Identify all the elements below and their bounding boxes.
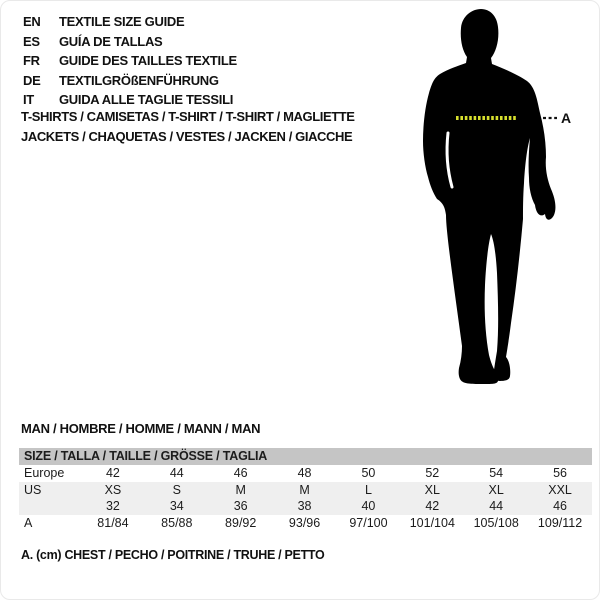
size-cell: 101/104 [409,515,455,530]
size-cell: 42 [425,499,440,513]
size-cell: 89/92 [225,515,257,530]
size-cell: 42 [105,466,120,480]
size-row-europe [19,465,592,482]
man-silhouette-svg [396,1,600,401]
size-table-header: SIZE / TALLA / TAILLE / GRÖSSE / TAGLIA [19,448,592,465]
size-cell: XXL [548,482,572,497]
size-cell: XL [424,482,440,497]
language-row-en [23,12,237,32]
size-cell: XS [104,482,122,497]
language-code: FR [23,53,40,68]
size-table [19,448,592,531]
row-label [19,498,81,515]
size-cell: L [364,482,372,497]
row-label: A [24,515,33,530]
size-cell: 32 [105,499,120,513]
garment-categories [21,107,355,147]
size-row-us-numeric [19,498,592,515]
size-cell: 109/112 [537,515,583,530]
row-label: US [24,482,42,497]
size-row-chest-a [19,515,592,532]
category-jackets: JACKETS / CHAQUETAS / VESTES / JACKEN / GIACCHE [21,129,353,144]
size-cell: 52 [425,466,440,480]
category-tshirts: T-SHIRTS / CAMISETAS / T-SHIRT / T-SHIRT / MAGLIETTE [21,109,355,124]
size-cell: 97/100 [349,515,388,530]
language-code: DE [23,72,41,88]
size-cell: 44 [169,466,184,480]
size-cell: 85/88 [161,515,193,530]
size-cell: 36 [233,499,248,513]
size-cell: 34 [169,499,184,513]
size-cell: 38 [297,499,312,513]
language-row-fr [23,51,237,71]
language-label: GUIDE DES TAILLES TEXTILE [59,53,237,68]
size-cell: 40 [361,499,376,513]
language-label: TEXTILGRÖßENFÜHRUNG [59,72,219,88]
size-cell: 93/96 [288,515,321,530]
row-label: Europe [24,466,65,480]
language-label: TEXTILE SIZE GUIDE [59,14,185,29]
size-cell: 46 [233,466,248,480]
language-list [23,12,237,110]
size-cell: 56 [553,466,568,480]
man-silhouette-figure [396,1,600,401]
size-cell: 48 [297,466,312,480]
size-cell: M [299,482,310,497]
size-cell: 50 [361,466,376,480]
measure-label-a: A [561,110,572,126]
language-label: GUÍA DE TALLAS [59,33,163,49]
man-silhouette [423,9,555,384]
size-cell: 46 [553,499,568,513]
language-row-es [23,32,237,52]
language-row-de [23,71,237,91]
size-cell: M [235,482,246,497]
size-cell: S [172,482,181,497]
section-title-man: MAN / HOMBRE / HOMME / MANN / MAN [21,421,261,436]
size-row-us [19,482,592,499]
size-cell: XL [488,482,504,497]
size-cell: 44 [489,499,504,513]
size-cell: 81/84 [97,515,129,530]
size-cell: 105/108 [473,515,519,530]
language-code: ES [23,33,40,49]
measurement-footnote: A. (cm) CHEST / PECHO / POITRINE / TRUHE / PETTO [21,548,325,562]
language-code: EN [23,14,41,29]
language-label: GUIDA ALLE TAGLIE TESSILI [59,92,234,107]
language-code: IT [23,92,34,107]
size-cell: 54 [489,466,504,480]
